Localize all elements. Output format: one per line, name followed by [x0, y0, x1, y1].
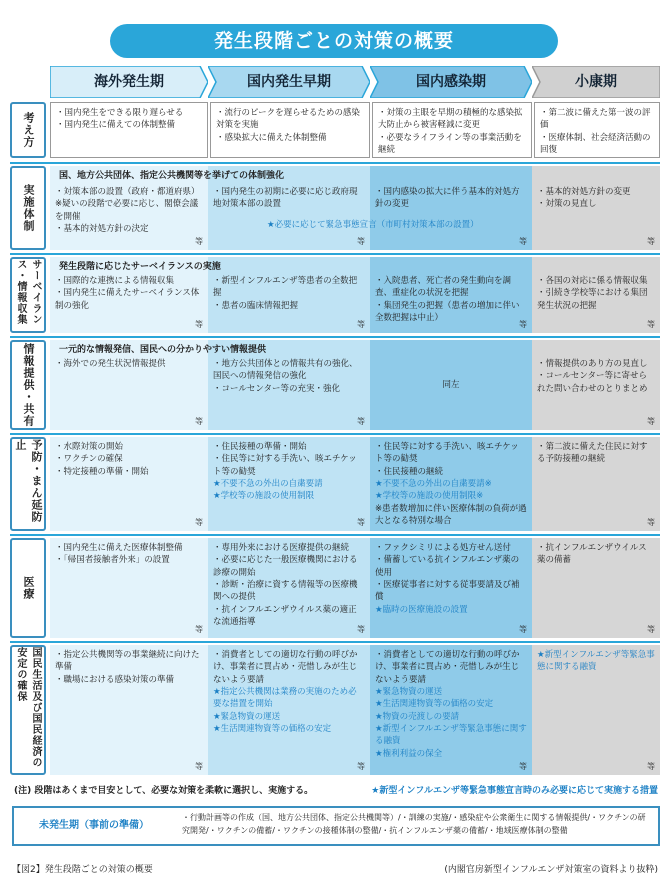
cell-medical-domestic-early: ・専用外来における医療提供の継続 ・必要に応じた一般医療機関における診療の開始 ・診断・治療に資する情報等の医療機関への提供 ・抗インフルエンザウイルス薬の適正な流通指導 等: [208, 538, 370, 638]
cell-livelihood-remission: ★新型インフルエンザ等緊急事態に関する融資 等: [532, 645, 660, 775]
figure-caption: 【図2】発生段階ごとの対策の概要: [12, 865, 153, 875]
cell-prevention-overseas: ・水際対策の開始 ・ワクチンの確保 ・特定接種の準備・開始 等: [50, 437, 208, 531]
page-title: 発生段階ごとの対策の概要: [110, 24, 558, 58]
row-label-approach: 考え方: [10, 102, 46, 158]
cell-approach-domestic-early: ・流行のピークを遅らせるための感染対策を実施 ・感染拡大に備えた体制整備: [210, 102, 370, 158]
cell-livelihood-domestic-early: ・消費者としての適切な行動の呼びかけ、事業者に買占め・売惜しみが生じないよう要請 ★指定公共機関は業務の実施のため必要な措置を開始 ★緊急物資の運送 ★生活関連物資等の価格の安定 等: [208, 645, 370, 775]
cell-information-domestic-infection: 同左: [370, 340, 532, 430]
cell-livelihood-domestic-infection: ・消費者としての適切な行動の呼びかけ、事業者に買占め・売惜しみが生じないよう要請 ★緊急物資の運送 ★生活関連物資等の価格の安定 ★物資の売渡しの要請 ★新型インフルエンザ等緊急事態に関する融資 ★権利利益の保全 等: [370, 645, 532, 775]
cell-medical-domestic-infection: ・ファクシミリによる処方せん送付 ・備蓄している抗インフルエンザ薬の使用 ・医療従事者に対する従事要請及び補償 ★臨時の医療施設の設置 等: [370, 538, 532, 638]
row-divider: [10, 162, 660, 164]
row-label-prevention: 予防・まん延防止: [10, 437, 46, 531]
cell-information-overseas: ・海外での発生状況情報提供 等: [50, 340, 208, 430]
row-divider: [10, 433, 660, 435]
cell-prevention-remission: ・第二波に備えた住民に対する予防接種の継続 等: [532, 437, 660, 531]
cell-surveillance-overseas: ・国際的な連携による情報収集 ・国内発生に備えたサーベイランス体制の強化 等: [50, 257, 208, 333]
row-headline-information: 一元的な情報発信、国民への分かりやすい情報提供: [59, 345, 267, 355]
row-divider: [10, 253, 660, 255]
cell-prevention-domestic-infection: ・住民等に対する手洗い、咳エチケット等の勧奨 ・住民接種の継続 ★不要不急の外出の自粛要請※ ★学校等の施設の使用制限※ ※患者数増加に伴い医療体制の負荷が過大となる特別な場合: [370, 437, 532, 531]
pre-outbreak-label: 未発生期（事前の準備）: [39, 820, 149, 831]
row-headline-surveillance: 発生段階に応じたサーベイランスの実施: [59, 262, 221, 272]
cell-surveillance-domestic-early: ・新型インフルエンザ等患者の全数把握 ・患者の臨床情報把握 等: [208, 257, 370, 333]
row-label-information: 情報提供・共有: [10, 340, 46, 430]
cell-implementation-domestic-infection: ・国内感染の拡大に伴う基本的対処方針の変更 等: [370, 166, 532, 250]
cell-implementation-remission: ・基本的対処方針の変更 ・対策の見直し 等: [532, 166, 660, 250]
row-label-livelihood: 国民生活及び国民経済の安定の確保: [10, 645, 46, 775]
note-right: ★新型インフルエンザ等緊急事態宣言時のみ必要に応じて実施する措置: [371, 786, 658, 796]
phase-header-domestic-infection: 国内感染期: [370, 66, 532, 98]
cell-approach-domestic-infection: ・対策の主眼を早期の積極的な感染拡大防止から被害軽減に変更 ・必要なライフライン等の事業活動を継続: [372, 102, 532, 158]
cell-medical-remission: ・抗インフルエンザウイルス薬の備蓄 等: [532, 538, 660, 638]
cell-approach-remission: ・第二波に備えた第一波の評価 ・医療体制、社会経済活動の回復: [534, 102, 660, 158]
cell-livelihood-overseas: ・指定公共機関等の事業継続に向けた準備 ・職場における感染対策の準備 等: [50, 645, 208, 775]
row-label-implementation: 実施体制: [10, 166, 46, 250]
emergency-declaration-note: ★必要に応じて緊急事態宣言（市町村対策本部の設置）: [267, 220, 479, 230]
cell-implementation-domestic-early: ・国内発生の初期に必要に応じ政府現地対策本部の設置 等: [208, 166, 370, 250]
cell-approach-overseas: ・国内発生をできる限り遅らせる ・国内発生に備えての体制整備: [50, 102, 208, 158]
cell-information-remission: ・情報提供のあり方の見直し ・コールセンター等に寄せられた問い合わせのとりまとめ 等: [532, 340, 660, 430]
row-divider: [10, 534, 660, 536]
cell-prevention-domestic-early: ・住民接種の準備・開始 ・住民等に対する手洗い、咳エチケット等の勧奨 ★不要不急の外出の自粛要請 ★学校等の施設の使用制限 等: [208, 437, 370, 531]
note-left: (注) 段階はあくまで目安として、必要な対策を柔軟に選択し、実施する。: [14, 786, 314, 796]
row-divider: [10, 641, 660, 643]
row-divider: [10, 336, 660, 338]
phase-header-overseas: 海外発生期: [50, 66, 208, 98]
row-label-surveillance: サーベイランス・情報収集: [10, 257, 46, 333]
pre-outbreak-text: ・行動計画等の作成（国、地方公共団体、指定公共機関等）/・訓練の実施/・感染症や公衆衛生に関する情報提供/・ワクチンの研究開発/・ワクチンの備蓄/・ワクチンの接種体制の整備/・抗インフルエンザ薬の備蓄/・地域医療体制の整備: [182, 813, 646, 835]
phase-header-domestic-early: 国内発生早期: [208, 66, 370, 98]
pre-outbreak-box: [12, 806, 660, 846]
row-headline-implementation: 国、地方公共団体、指定公共機関等を挙げての体制強化: [59, 171, 285, 181]
cell-medical-overseas: ・国内発生に備えた医療体制整備 ・「帰国者接触者外来」の設置 等: [50, 538, 208, 638]
row-label-medical: 医療: [10, 538, 46, 638]
figure-source: (内閣官房新型インフルエンザ対策室の資料より抜粋): [444, 865, 658, 875]
cell-surveillance-remission: ・各国の対応に係る情報収集 ・引続き学校等における集団発生状況の把握 等: [532, 257, 660, 333]
cell-information-domestic-early: ・地方公共団体との情報共有の強化、国民への情報発信の強化 ・コールセンター等の充実・強化 等: [208, 340, 370, 430]
cell-surveillance-domestic-infection: ・入院患者、死亡者の発生動向を調査、重症化の状況を把握 ・集団発生の把握（患者の増加に伴い全数把握は中止） 等: [370, 257, 532, 333]
phase-header-remission: 小康期: [532, 66, 660, 98]
cell-implementation-overseas: ・対策本部の設置（政府・都道府県） ※疑いの段階で必要に応じ、閣僚会議を開催 ・基本的対処方針の決定 等: [50, 166, 208, 250]
